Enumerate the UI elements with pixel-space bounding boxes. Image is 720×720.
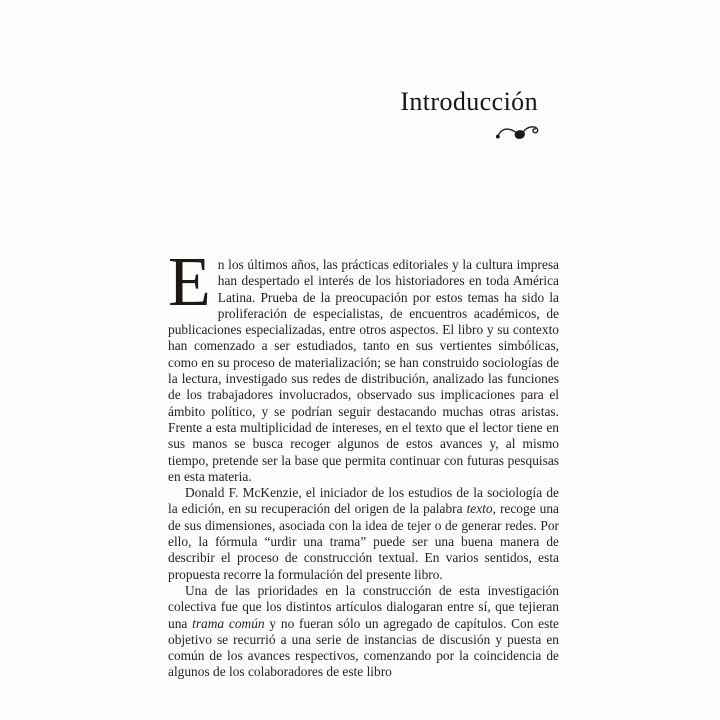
page-title: Introducción [400, 87, 538, 116]
body-text-segment: Donald F. McKenzie, el iniciador de los estudios de la sociología de la edición, en su recuperación del origen de la palabra [168, 485, 559, 517]
italic-text: trama común [192, 615, 265, 631]
body-text-segment: n los últimos años, las prácticas editoriales y la cultura impresa han despertado el interés de los historiadores en toda América Latina. Prueba de la preocupación por estos temas ha sido la proliferación de especialistas, de encuentros académicos, de publicaciones especializadas, entre otros aspectos. El libro y su contexto han comenzado a ser estudiados, tanto en sus vertientes simbólicas, como en su proceso de materialización; se han construido sociologías de la lectura, investigado sus redes de distribución, analizado las funciones de los trabajadores involucrados, observado sus implicaciones para el ámbito político, y se podrían seguir destacando muchas otras aristas. Frente a esta multiplicidad de intereses, en el texto que el lector tiene en sus manos se busca recoger algunos de estos avances y, al mismo tiempo, pretende ser la base que permita continuar con futuras pesquisas en esta materia. [168, 257, 559, 484]
fleuron-flourish-icon [494, 122, 540, 142]
body-text-segment: Una de las prioridades en la construcción de esta investigación colectiva fue que los distintos artículos dialogaran entre sí, que tejieran una [168, 582, 559, 631]
paragraph [168, 583, 559, 681]
chapter-heading [400, 88, 538, 142]
body-text-segment: y no fueran sólo un agregado de capítulos. Con este objetivo se recurrió a una serie de instancias de discusión y puesta en común de los avances respectivos, comenzando por la coincidencia de algunos de los colaboradores de este libro [168, 615, 559, 680]
drop-cap: E [168, 244, 211, 321]
title-ornament [400, 122, 538, 142]
paragraph [168, 485, 559, 583]
body-text [168, 244, 559, 681]
body-text-segment: , recoge una de sus dimensiones, asociada con la idea de tejer o de generar redes. Por ello, la fórmula “urdir una trama” puede ser una buena manera de describir el proceso de construcción textual. En varios sentidos, esta propuesta recorre la formulación del presente libro. [168, 501, 559, 582]
paragraph [168, 244, 559, 485]
italic-text: texto [466, 501, 493, 517]
